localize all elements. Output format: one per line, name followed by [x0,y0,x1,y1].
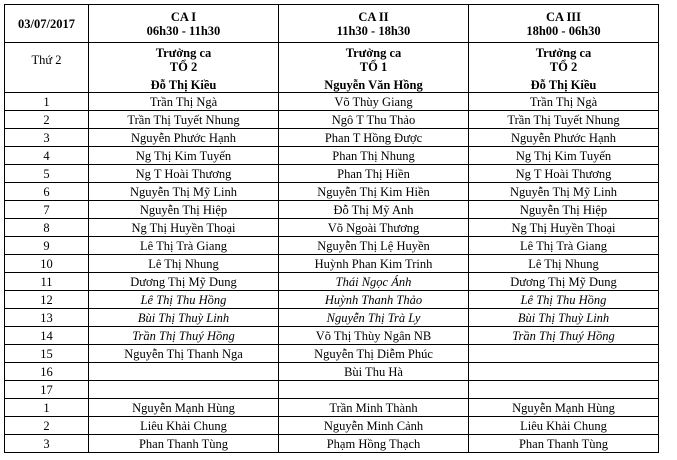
shift-2-staff: Nguyễn Thị Kim Hiền [279,183,469,201]
shift-2-staff: Nguyễn Thị Lệ Huyền [279,237,469,255]
row-number: 12 [5,291,89,309]
shift-3-staff: Dương Thị Mỹ Dung [469,273,659,291]
shift-1-staff: Ng T Hoài Thương [89,165,279,183]
table-row [5,129,659,147]
shift-2-header [279,5,469,43]
shift-1-time: 06h30 - 11h30 [146,23,221,38]
shift-3-staff: Lê Thị Nhung [469,255,659,273]
shift-2-staff: Võ Ngoài Thương [279,219,469,237]
shift-3-staff: Phan Thanh Tùng [469,435,659,453]
row-number: 15 [5,345,89,363]
shift-2-staff: Huỳnh Phan Kim Trinh [279,255,469,273]
shift-2-staff: Nguyễn Minh Cảnh [279,417,469,435]
shift-3-staff: Lê Thị Thu Hồng [469,291,659,309]
shift-1-staff: Lê Thị Thu Hồng [89,291,279,309]
shift-3-staff: Trần Thị Tuyết Nhung [469,111,659,129]
shift-1-staff: Trần Thị Thuý Hồng [89,327,279,345]
shift-2-team-name: TỔ 1 [359,60,388,74]
day-cell: Thứ 2 [5,43,89,78]
table-row [5,435,659,453]
shift-3-header [469,5,659,43]
row-number: 3 [5,129,89,147]
shift-3-staff [469,363,659,381]
shift-3-staff [469,345,659,363]
shift-1-name: CA I [170,9,197,24]
shift-3-staff [469,381,659,399]
shift-3-staff: Ng Thị Kim Tuyến [469,147,659,165]
row-number: 3 [5,435,89,453]
shift-3-staff: Nguyễn Thị Mỹ Linh [469,183,659,201]
shift-3-leader-title: Trưởng ca [535,46,592,60]
row-number: 16 [5,363,89,381]
shift-1-leader: Đỗ Thị Kiều [89,77,279,93]
shift-1-staff: Ng Thị Huyền Thoại [89,219,279,237]
shift-2-staff: Nguyễn Thị Trà Ly [279,309,469,327]
table-row [5,165,659,183]
shift-1-staff: Lê Thị Trà Giang [89,237,279,255]
schedule-table [4,4,659,453]
shift-1-staff: Phan Thanh Tùng [89,435,279,453]
shift-2-staff: Thái Ngọc Ánh [279,273,469,291]
shift-1-staff: Nguyễn Thị Mỹ Linh [89,183,279,201]
shift-3-staff: Liêu Khải Chung [469,417,659,435]
shift-1-staff: Nguyễn Thị Thanh Nga [89,345,279,363]
shift-3-name: CA III [545,9,582,24]
row-number: 17 [5,381,89,399]
table-row [5,219,659,237]
shift-1-staff: Lê Thị Nhung [89,255,279,273]
shift-2-leader: Nguyễn Văn Hồng [279,77,469,93]
shift-1-staff: Dương Thị Mỹ Dung [89,273,279,291]
shift-2-staff: Nguyễn Thị Diễm Phúc [279,345,469,363]
leader-row-blank [5,77,89,93]
shift-1-header [89,5,279,43]
shift-3-staff: Ng Thị Huyền Thoại [469,219,659,237]
shift-2-staff: Phan Thị Hiền [279,165,469,183]
leader-row [5,77,659,93]
shift-2-staff: Huỳnh Thanh Thảo [279,291,469,309]
shift-1-leader-title: Trưởng ca [155,46,212,60]
shift-3-team [469,43,659,78]
row-number: 1 [5,399,89,417]
table-row [5,93,659,111]
row-number: 10 [5,255,89,273]
shift-1-staff [89,381,279,399]
row-number: 9 [5,237,89,255]
table-row [5,183,659,201]
shift-2-name: CA II [358,9,389,24]
table-row [5,399,659,417]
row-number: 7 [5,201,89,219]
shift-2-staff: Phạm Hồng Thạch [279,435,469,453]
shift-1-staff [89,363,279,381]
date-cell: 03/07/2017 [5,5,89,43]
shift-3-staff: Bùi Thị Thuỳ Linh [469,309,659,327]
table-row [5,381,659,399]
shift-2-staff: Phan Thị Nhung [279,147,469,165]
shift-3-leader: Đỗ Thị Kiều [469,77,659,93]
table-row [5,291,659,309]
table-row [5,417,659,435]
shift-1-team [89,43,279,78]
table-row [5,345,659,363]
shift-1-staff: Nguyễn Mạnh Hùng [89,399,279,417]
table-row [5,273,659,291]
shift-1-staff: Trần Thị Ngà [89,93,279,111]
table-row [5,111,659,129]
shift-header-row [5,5,659,43]
shift-2-staff: Phan T Hồng Được [279,129,469,147]
shift-3-staff: Nguyễn Thị Hiệp [469,201,659,219]
table-row [5,237,659,255]
shift-3-staff: Trần Thị Thuý Hồng [469,327,659,345]
table-row [5,255,659,273]
row-number: 13 [5,309,89,327]
table-row [5,201,659,219]
shift-2-staff: Võ Thị Thùy Ngân NB [279,327,469,345]
row-number: 4 [5,147,89,165]
shift-1-staff: Ng Thị Kim Tuyến [89,147,279,165]
row-number: 2 [5,111,89,129]
shift-3-staff: Trần Thị Ngà [469,93,659,111]
table-row [5,363,659,381]
row-number: 8 [5,219,89,237]
table-row [5,147,659,165]
shift-1-staff: Liêu Khải Chung [89,417,279,435]
shift-3-time: 18h00 - 06h30 [526,23,601,38]
row-number: 6 [5,183,89,201]
shift-schedule [4,4,659,453]
row-number: 2 [5,417,89,435]
shift-2-staff [279,381,469,399]
team-row [5,43,659,78]
shift-3-staff: Nguyễn Phước Hạnh [469,129,659,147]
shift-1-staff: Nguyễn Phước Hạnh [89,129,279,147]
shift-2-staff: Ngô T Thu Thảo [279,111,469,129]
shift-2-staff: Bùi Thu Hà [279,363,469,381]
row-number: 11 [5,273,89,291]
shift-3-staff: Ng T Hoài Thương [469,165,659,183]
row-number: 14 [5,327,89,345]
shift-2-time: 11h30 - 18h30 [336,23,411,38]
row-number: 5 [5,165,89,183]
shift-3-staff: Lê Thị Trà Giang [469,237,659,255]
shift-3-staff: Nguyễn Mạnh Hùng [469,399,659,417]
shift-2-leader-title: Trưởng ca [345,46,402,60]
shift-2-team [279,43,469,78]
row-number: 1 [5,93,89,111]
shift-2-staff: Trần Minh Thành [279,399,469,417]
table-row [5,309,659,327]
shift-2-staff: Võ Thùy Giang [279,93,469,111]
shift-1-staff: Nguyễn Thị Hiệp [89,201,279,219]
shift-2-staff: Đỗ Thị Mỹ Anh [279,201,469,219]
shift-1-team-name: TỔ 2 [169,60,198,74]
shift-3-team-name: TỔ 2 [549,60,578,74]
shift-1-staff: Bùi Thị Thuỳ Linh [89,309,279,327]
table-row [5,327,659,345]
shift-1-staff: Trần Thị Tuyết Nhung [89,111,279,129]
